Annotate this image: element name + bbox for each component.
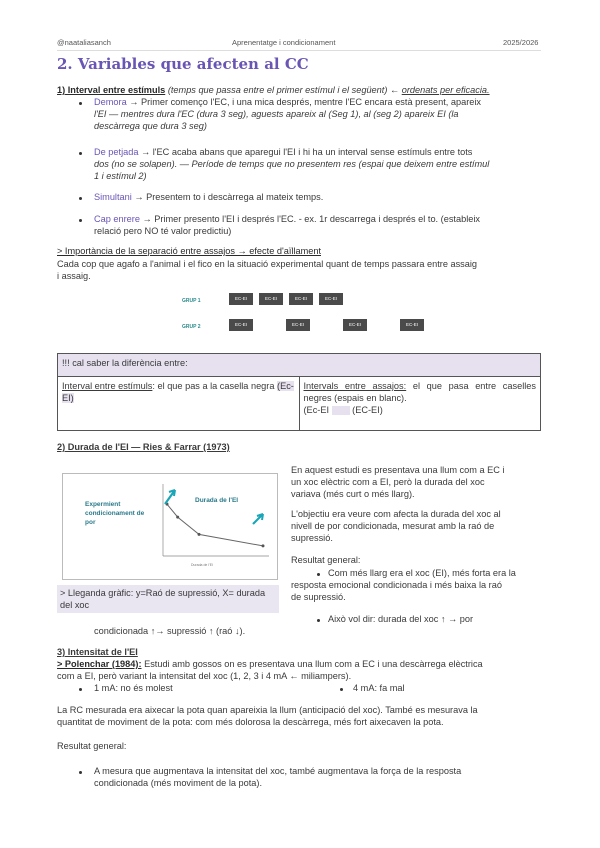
series-line bbox=[167, 504, 263, 546]
s2-result-label: Resultat general: bbox=[291, 555, 361, 565]
s2-bullet: resposta emocional condicionada i més baixa la raó bbox=[291, 580, 502, 590]
s3-text: com a EI, però variant la intensitat del xoc (1, 2, 3 i 4 mA ← miliampers). bbox=[57, 671, 352, 681]
header-year: 2025/2026 bbox=[503, 38, 539, 47]
s3-text: Estudi amb gossos on es presentava una llum com a EC i una descàrrega elèctrica bbox=[141, 659, 483, 669]
list-item bbox=[94, 96, 481, 108]
group1-box: EC-EI bbox=[319, 293, 343, 305]
blank-space bbox=[332, 406, 350, 415]
bullet bbox=[79, 771, 82, 774]
s3-paragraph: quantitat de moviment de la pota: com més dolorosa la descàrrega, més fort aixecaven la pota. bbox=[57, 717, 444, 727]
bullet bbox=[79, 197, 82, 200]
data-point bbox=[198, 533, 201, 536]
item-text: → Presentem to i descàrrega al mateix temps. bbox=[131, 192, 324, 202]
page-title: 2. Variables que afecten al CC bbox=[57, 55, 309, 73]
left-code: (Ec-EI) bbox=[62, 381, 294, 403]
s3-bullet: condicionada (més moviment de la pota). bbox=[94, 778, 263, 788]
group1-box: EC-EI bbox=[259, 293, 283, 305]
section1-heading: 1) Interval entre estímuls bbox=[57, 85, 166, 95]
table-cell-right bbox=[299, 377, 541, 431]
s3-result-label: Resultat general: bbox=[57, 741, 127, 751]
section2-heading: 2) Durada de l'EI — Ries & Farrar (1973) bbox=[57, 442, 230, 452]
item-text: l'EI — mentres dura l'EC (dura 3 seg), aguests apareix al (Seg 1), al (seg 2) apareix EI (la bbox=[94, 109, 459, 119]
right-term: Intervals entre assajos: bbox=[303, 381, 407, 391]
group2-box: EC-EI bbox=[343, 319, 367, 331]
header-author: @naataliasanch bbox=[57, 38, 111, 47]
s2-paragraph: variava (més curt o més llarg). bbox=[291, 489, 415, 499]
item-text: → Primer començo l'EC, i una mica després, mentre l'EC encara està present, apareix bbox=[126, 97, 481, 107]
s3-study: > Polenchar (1984): bbox=[57, 659, 142, 669]
chart-caption: > Lleganda gràfic: y=Raó de supressió, X= durada del xoc bbox=[57, 585, 279, 613]
left-text: : el que pas a la casella negra bbox=[152, 381, 278, 391]
s2-continuation: condicionada ↑→ supressió ↑ (raó ↓). bbox=[94, 626, 246, 636]
data-point bbox=[176, 516, 179, 519]
difference-table bbox=[57, 353, 541, 431]
bullet bbox=[317, 573, 320, 576]
group1-box: EC-EI bbox=[289, 293, 313, 305]
x-axis-label: Durada de l'EI bbox=[191, 563, 214, 567]
s3-paragraph: La RC mesurada era aixecar la pota quan apareixia la llum (anticipació del xoc). També es mesurava la bbox=[57, 705, 478, 715]
chart-legend: Expermient condicionament de por bbox=[85, 501, 145, 526]
s2-paragraph: supressió. bbox=[291, 533, 333, 543]
list-item bbox=[94, 191, 323, 203]
s3-bullet: 4 mA: fa mal bbox=[353, 683, 405, 693]
importance-heading: > Importància de la separació entre assajos → efecte d'aïllament bbox=[57, 246, 321, 256]
group2-box: EC-EI bbox=[286, 319, 310, 331]
header-course: Aprenentatge i condicionament bbox=[232, 38, 336, 47]
s2-bullet: de supressió. bbox=[291, 592, 346, 602]
section1-ordered: ordenats per eficacia. bbox=[401, 85, 490, 95]
section1-subtitle: (temps que passa entre el primer estímul i el següent) bbox=[167, 85, 388, 95]
header-divider bbox=[57, 50, 541, 51]
bullet bbox=[340, 688, 343, 691]
right-text: el que pasa entre caselles negres (espais en blanc). bbox=[303, 381, 536, 403]
list-item bbox=[94, 146, 472, 158]
group2-box: EC-EI bbox=[229, 319, 253, 331]
section1-heading-line bbox=[57, 84, 490, 96]
group1-box: EC-EI bbox=[229, 293, 253, 305]
group1-label: GRUP 1 bbox=[182, 298, 201, 304]
item-term: Simultani bbox=[94, 192, 132, 202]
s2-paragraph: nivell de por condicionada, mesurat amb la raó de bbox=[291, 521, 495, 531]
item-text: relació pero NO té valor predictiu) bbox=[94, 226, 232, 236]
item-text: → l'EC acaba abans que aparegui l'EI i hi ha un interval sense estímuls entre tots bbox=[138, 147, 473, 157]
list-item bbox=[94, 213, 480, 225]
s2-paragraph: L'objectiu era veure com afecta la durada del xoc al bbox=[291, 509, 501, 519]
right-code: (EC-EI) bbox=[349, 405, 383, 415]
item-term: Demora bbox=[94, 97, 127, 107]
importance-text: i assaig. bbox=[57, 271, 91, 281]
s2-paragraph: un xoc elèctric com a EI, però la durada del xoc bbox=[291, 477, 485, 487]
bullet bbox=[79, 152, 82, 155]
bullet bbox=[79, 102, 82, 105]
item-text: 1 i estímul 2) bbox=[94, 171, 147, 181]
bullet bbox=[79, 688, 82, 691]
table-cell-left bbox=[58, 377, 300, 431]
item-text: descàrrega que dura 3 seg) bbox=[94, 121, 207, 131]
s2-bullet: Com més llarg era el xoc (EI), més forta era la bbox=[328, 568, 516, 578]
item-text: dos (no se solapen). — Període de temps que no presentem res (espai que deixem entre estímul bbox=[94, 159, 490, 169]
data-point bbox=[262, 544, 265, 547]
s3-line bbox=[57, 658, 483, 670]
bullet bbox=[79, 219, 82, 222]
table-head: !!! cal saber la diferència entre: bbox=[58, 354, 541, 377]
importance-text: Cada cop que agafo a l'animal i el fico en la situació experimental quant de temps passara entre assaig bbox=[57, 259, 478, 269]
item-term: De petjada bbox=[94, 147, 139, 157]
item-term: Cap enrere bbox=[94, 214, 140, 224]
group2-box: EC-EI bbox=[400, 319, 424, 331]
section3-heading: 3) Intensitat de l'EI bbox=[57, 647, 138, 657]
left-term: Interval entre estímuls bbox=[62, 381, 153, 391]
item-text: → Primer presento l'EI i després l'EC. - ex. 1r descarrega i després el to. (estableix bbox=[139, 214, 480, 224]
s3-bullet: A mesura que augmentava la intensitat del xoc, també augmentava la força de la resposta bbox=[94, 766, 462, 776]
s2-paragraph: En aquest estudi es presentava una llum com a EC i bbox=[291, 465, 505, 475]
group2-label: GRUP 2 bbox=[182, 324, 201, 330]
bullet bbox=[317, 619, 320, 622]
s3-bullet: 1 mA: no és molest bbox=[94, 683, 173, 693]
chart-title: Durada de l'EI bbox=[195, 497, 239, 504]
figure-frame bbox=[62, 473, 278, 580]
right-code: (Ec-EI bbox=[303, 405, 332, 415]
section1-arrow: ← bbox=[387, 85, 402, 95]
s2-bullet: Això vol dir: durada del xoc ↑ → por bbox=[328, 614, 474, 624]
